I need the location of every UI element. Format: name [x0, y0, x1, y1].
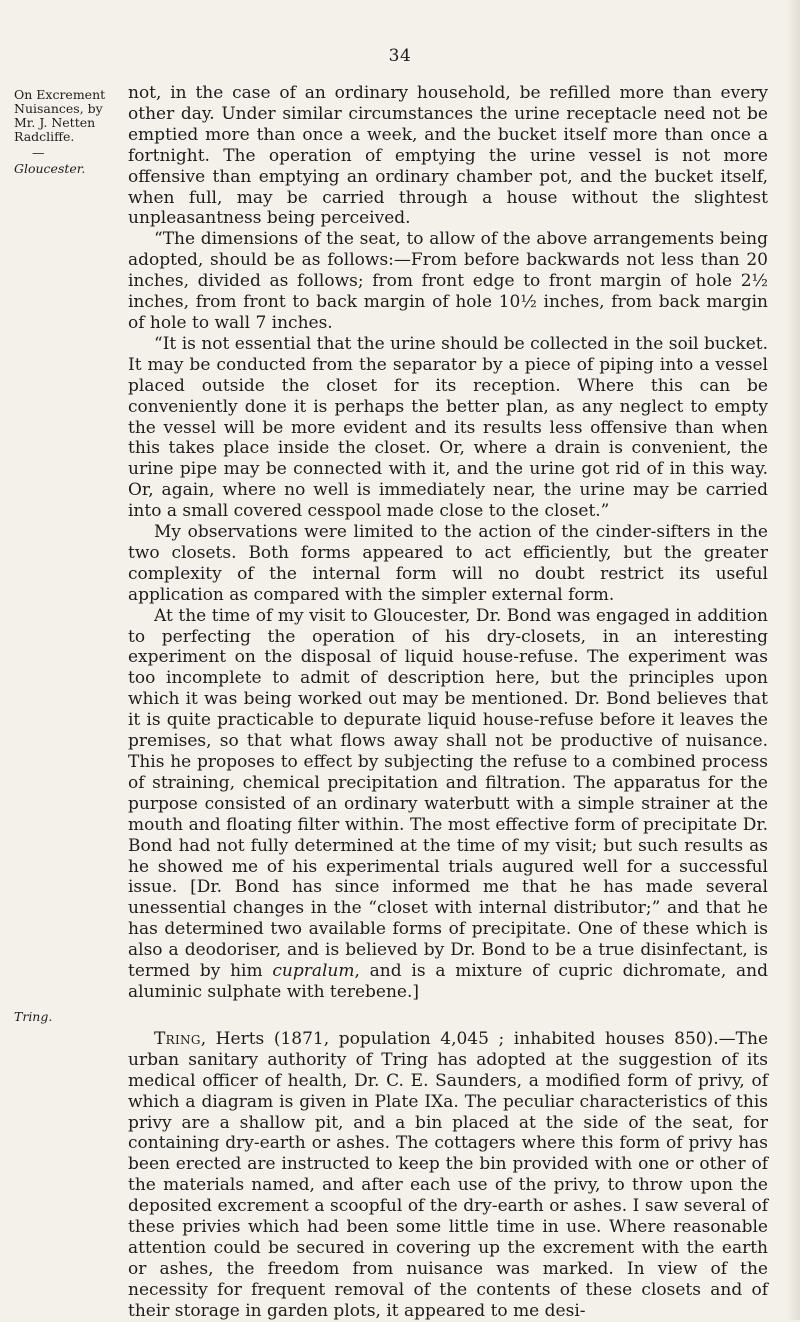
- margin-note-gloucester: Gloucester.: [14, 161, 86, 176]
- paragraph-text: At the time of my visit to Gloucester, Dr. Bond was engaged in addition to perfecting the operation of his dry-closets, in an interesting experiment on the disposal of liquid house-refuse. The experiment was too incomplete to admit of description here, but the principles upon which it was being worked out may be mentioned. Dr. Bond believes that it is quite practicable to depurate liquid house-refuse before it leaves the premises, so that what flows away shall not be productive of nuisance. This he proposes to effect by subjecting the refuse to a combined process of straining, chemical precipitation and filtration. The apparatus for the purpose consisted of an ordinary waterbutt with a simple strainer at the mouth and floating filter within. The most effective form of precipitate Dr. Bond had not fully determined at the time of my visit; but such results as he showed me of his experimental trials augured well for a successful issue. [Dr. Bond has since informed me that he has made several unessential changes in the “closet with internal distributor;” and that he has determined two available forms of precipitate. One of these which is also a deodoriser, and is believed by Dr. Bond to be a true disinfectant, is termed by him: [128, 605, 768, 982]
- margin-dash: —: [32, 145, 45, 160]
- paragraph: “It is not essential that the urine should be collected in the soil bucket. It may be conducted from the separator by a piece of piping into a vessel placed outside the closet for its reception. Where this can be conveniently done it is perhaps the better plan, as any neglect to empty the vessel will be more evident and its results less offensive than when this takes place inside the closet. Or, where a drain is convenient, the urine pipe may be connected with it, and the urine got rid of in this way. Or, again, where no well is immediately near, the urine may be carried into a small covered cesspool made close to the closet.”: [128, 333, 768, 522]
- paragraph: not, in the case of an ordinary household, be refilled more than every other day. Under similar circumstances the urine receptacle need not be emptied more than once a week, and the bucket itself more than once a fortnight. The operation of emptying the urine vessel is not more offensive than emptying an ordinary chamber pot, and the bucket itself, when full, may be carried through a house without the slightest unpleasantness being perceived.: [128, 83, 768, 229]
- paragraph: “The dimensions of the seat, to allow of the above arrangements being adopted, should be as follows:—From before backwards not less than 20 inches, divided as follows; from front edge to front margin of hole 2½ inches, from front to back margin of hole 10½ inches, from back margin of hole to wall 7 inches.: [128, 229, 768, 333]
- page-edge-shadow: [786, 0, 800, 1320]
- margin-note-tring: Tring.: [14, 1009, 53, 1024]
- lead-word: Tring: [154, 1028, 201, 1049]
- paragraph-tring: [128, 1029, 768, 1322]
- paragraph: My observations were limited to the action of the cinder-sifters in the two closets. Both forms appeared to act efficiently, but the greater complexity of the internal form will no doubt restrict its useful application as compared with the simpler external form.: [128, 522, 768, 605]
- paragraph-text: , and is a mixture of cupric dichromate, and aluminic sulphate with terebene.]: [128, 961, 769, 1002]
- paragraph-text: , Herts (1871, population 4,045 ; inhabited houses 850).—The urban sanitary authority of Tring has adopted at the suggestion of its medical officer of health, Dr. C. E. Saunders, a modified form of privy, of which a diagram is given in Plate IXa. The peculiar characteristics of this privy are a shallow pit, and a bin placed at the side of the seat, for containing dry-earth or ashes. The cottagers where this form of privy has been erected are instructed to keep the bin provided with one or other of the materials named, and after each use of the privy, to throw upon the deposited excrement a scoopful of the dry-earth or ashes. I saw several of these privies which had been some little time in use. Where reasonable attention could be secured in covering up the excrement with the earth or ashes, the freedom from nuisance was marked. In view of the necessity for frequent removal of the contents of these closets and of their storage in garden plots, it appeared to me desi-: [128, 1028, 768, 1321]
- body-text: [128, 83, 768, 1322]
- margin-note-line: On Excrement: [14, 87, 106, 102]
- margin-note-line: Radcliffe.: [14, 129, 75, 144]
- italic-term: cupralum: [272, 961, 355, 982]
- margin-note-line: Nuisances, by: [14, 101, 103, 116]
- paragraph-bond: [128, 606, 768, 1003]
- margin-note-top: [14, 88, 106, 176]
- page-number: 34: [388, 46, 412, 66]
- margin-note-line: Mr. J. Netten: [14, 115, 96, 130]
